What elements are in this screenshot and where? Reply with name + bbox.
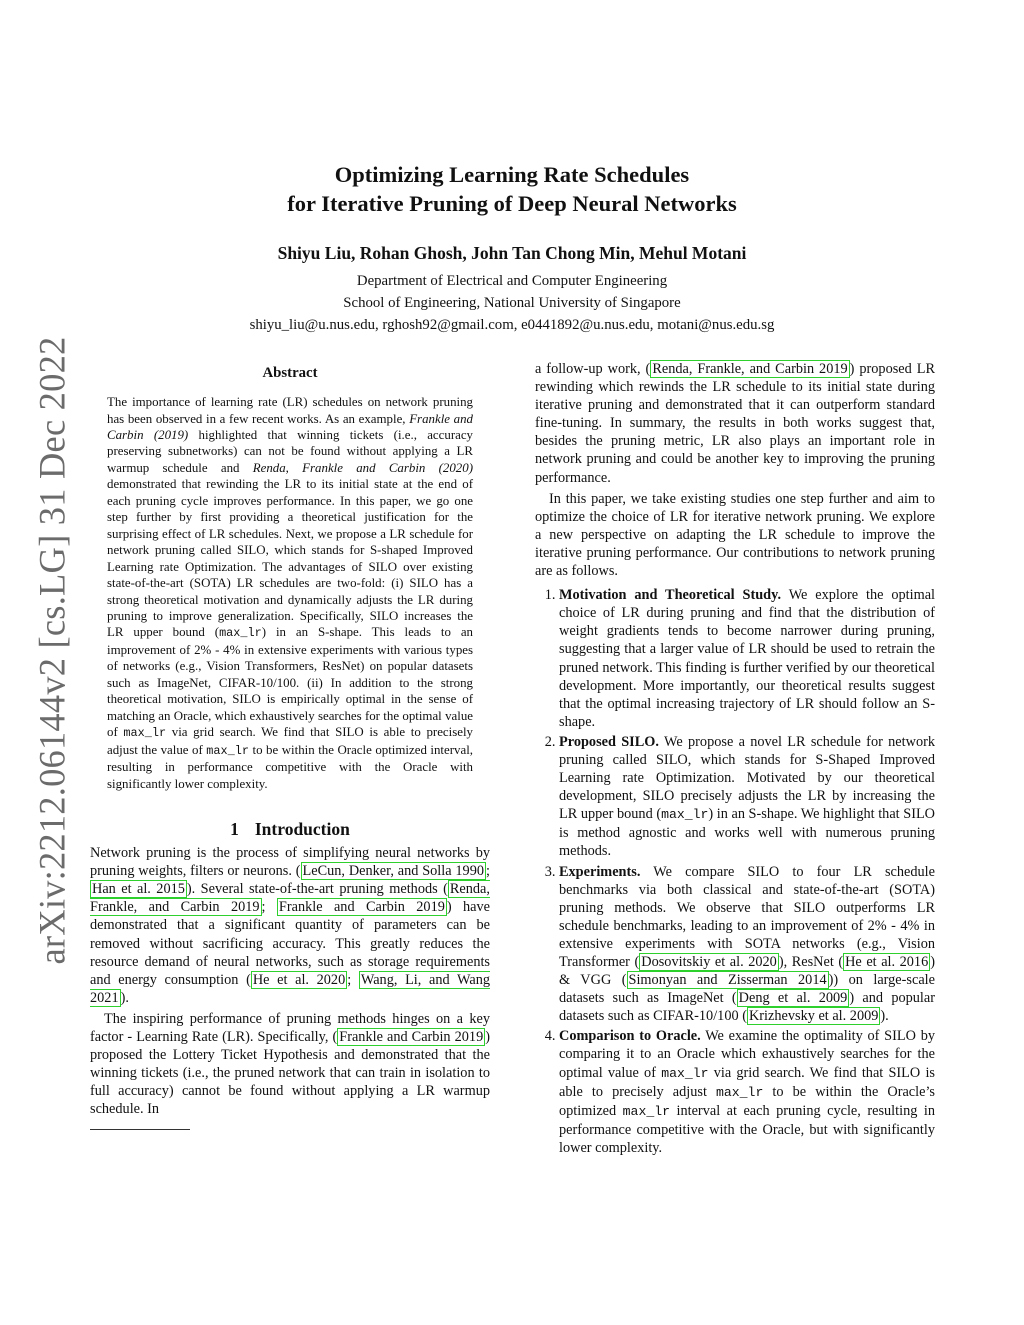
body-text: )) on large-scale datasets such as ImageNet ( [559, 972, 935, 1007]
abstract-heading: Abstract [262, 365, 318, 381]
footnote-rule [90, 1129, 190, 1130]
abstract-body [107, 394, 473, 792]
abstract-citation: Renda, Frankle and Carbin (2020) [252, 460, 473, 475]
body-text: ; [486, 863, 490, 880]
citation-link[interactable]: Deng et al. 2009 [738, 990, 848, 1007]
paper-title [0, 160, 1024, 218]
body-text: ) & VGG ( [559, 954, 935, 989]
body-text: ). [880, 1008, 889, 1025]
body-text: to be within the Oracle’s optimized [559, 1083, 935, 1119]
abstract-text: ) in an S-shape. This leads to an improvement of 2% - 4% in extensive experiments with various types of networks (e.g., Vision Transformers, ResNet) on popular datasets such as ImageNet, CIFAR-10/100. (ii) In addition to the strong theoretical motivation, SILO is empirically optimal in the sense of matching an Oracle, which exhaustively searches for the optimal value of [107, 625, 473, 740]
contributions-list [535, 586, 935, 1157]
body-text: ) and popular datasets such as CIFAR-10/100 ( [559, 990, 935, 1025]
abstract-citation: Frankle and Carbin (2019) [107, 411, 473, 442]
body-text: a follow-up work, ( [535, 361, 651, 377]
intro-paragraph-3 [535, 360, 935, 487]
citation-link[interactable]: Dosovitskiy et al. 2020 [641, 954, 777, 970]
code-max-lr: max_lr [219, 626, 262, 641]
citation-link[interactable]: Frankle and Carbin 2019 [278, 899, 445, 916]
body-text: ). [120, 989, 129, 1006]
body-text: ; [347, 971, 359, 988]
body-text: We explore the optimal choice of LR during pruning and find that the distribution of weight gradients tends to become narrower during pruning, suggesting that a larger value of LR should be used to retrain the pruned network. This finding is further verified by our theoretical development. More importantly, our theoretical results suggest that the optimal increasing trajectory of LR should follow an S-shape. [559, 587, 936, 730]
body-text: ) proposed LR rewinding which rewinds the LR schedule to its initial state during iterative pruning and demonstrated that it can outperform standard fine-tuning. In summary, the results in both works suggest that, besides the pruning metric, LR also plays an important role in network pruning and could be another key to improving the pruning performance. [535, 361, 936, 486]
code-max-lr: max_lr [661, 1065, 709, 1081]
citation-link[interactable]: Krizhevsky et al. 2009 [748, 1008, 879, 1025]
body-text: ) have demonstrated that a significant quantity of parameters can be removed without sacrificing accuracy. This greatly reduces the resource demand of neural networks, such as storage requirements and energy consumption ( [90, 899, 491, 988]
contribution-title: Motivation and Theoretical Study. [559, 587, 782, 604]
code-max-lr: max_lr [716, 1084, 764, 1100]
section-heading-introduction [90, 820, 490, 838]
abstract-text: to be within the Oracle optimized interval, resulting in performance competitive with the Oracle with significantly lower complexity. [107, 742, 473, 791]
affiliation-dept: Department of Electrical and Computer Engineering [356, 273, 668, 289]
author-emails: shiyu_liu@u.nus.edu, rghosh92@gmail.com, e0441892@u.nus.edu, motani@nus.edu.sg [249, 317, 775, 333]
body-text: ) in an S-shape. We highlight that SILO is method agnostic and works well with numerous pruning methods. [559, 806, 936, 860]
body-text: ), ResNet ( [778, 954, 844, 970]
author-list: Shiyu Liu, Rohan Ghosh, John Tan Chong Min, Mehul Motani [277, 243, 747, 263]
intro-paragraph-2 [90, 1010, 490, 1119]
right-column [535, 360, 935, 1159]
body-text: via grid search. We find that SILO is able to precisely adjust [559, 1064, 935, 1100]
citation-link[interactable]: LeCun, Denker, and Solla 1990 [302, 863, 485, 880]
body-text: ) proposed the Lottery Ticket Hypothesis and demonstrated that the winning tickets (i.e., the pruned network that can train in isolation to full accuracy) cannot be found without applying a LR warmup schedule. In [90, 1029, 490, 1118]
contribution-title: Experiments. [559, 863, 641, 880]
title-line-2: for Iterative Pruning of Deep Neural Networks [287, 191, 737, 216]
code-max-lr: max_lr [622, 1103, 670, 1119]
arxiv-side-identifier [30, 336, 74, 964]
citation-link[interactable]: Frankle and Carbin 2019 [339, 1029, 484, 1045]
contribution-title: Comparison to Oracle. [559, 1028, 701, 1045]
contribution-title: Proposed SILO. [559, 733, 659, 750]
intro-paragraph-4: In this paper, we take existing studies one step further and aim to optimize the choice of LR for iterative network pruning. We explore a new perspective on adapting the LR schedule to improve the iterative pruning performance. Our contributions to network pruning are as follows. [535, 490, 935, 580]
code-max-lr: max_lr [206, 743, 249, 758]
affiliation-school: School of Engineering, National University of Singapore [343, 295, 681, 311]
citation-link[interactable]: He et al. 2016 [845, 954, 929, 970]
abstract-text: highlighted that winning tickets (i.e., accuracy preserving subnetworks) can not be found without applying a LR warmup schedule and [107, 428, 473, 475]
title-line-1: Optimizing Learning Rate Schedules [334, 162, 690, 187]
body-text: We examine the optimality of SILO by comparing it to an Oracle which exhaustively searches for the optimal value of [559, 1028, 935, 1081]
contribution-item [559, 586, 935, 731]
section-title: Introduction [254, 818, 350, 839]
title-block [0, 160, 1024, 335]
body-text: The inspiring performance of pruning methods hinges on a key factor - Learning Rate (LR). Specifically, ( [90, 1010, 490, 1045]
citation-link[interactable]: Wang, Li, and Wang 2021 [90, 971, 490, 1006]
citation-link[interactable]: Renda, Frankle, and Carbin 2019 [90, 881, 490, 916]
section-number: 1 [230, 818, 239, 839]
abstract-text: The importance of learning rate (LR) schedules on network pruning has been observed in a few recent works. As an example, [107, 395, 473, 426]
abstract-text: demonstrated that rewinding the LR to its initial state at the end of each pruning cycle improves performance. In this paper, we go one step further by first providing a theoretical justification for the surprising effect of LR schedules. Next, we propose a LR schedule for network pruning called SILO, which stands for S-shaped Improved Learning rate Optimization. The advantages of SILO over existing state-of-the-art (SOTA) LR schedules are two-fold: (i) SILO has a strong theoretical motivation and dynamically adjusts the LR during pruning to improve generalization. Specifically, SILO increases the LR upper bound ( [107, 477, 473, 640]
citation-link[interactable]: Simonyan and Zisserman 2014 [628, 972, 827, 989]
intro-paragraph-1 [90, 844, 490, 1007]
contribution-item [559, 733, 935, 861]
body-text: Network pruning is the process of simplifying neural networks by pruning weights, filters or neurons. ( [90, 845, 490, 880]
body-text: We compare SILO to four LR schedule benchmarks via both classical and state-of-the-art (SOTA) pruning methods. We observe that SILO outperforms LR schedule benchmarks, leading to an improvement of 2% - 4% in extensive experiments with SOTA networks (e.g., Vision Transformer ( [559, 863, 935, 970]
code-max-lr: max_lr [123, 726, 167, 741]
body-text: ). Several state-of-the-art pruning methods ( [186, 881, 448, 898]
contribution-item [559, 863, 935, 1026]
arxiv-id-text: arXiv:2212.06144v2 [cs.LG] 31 Dec 2022 [31, 336, 73, 964]
body-text: ; [261, 899, 277, 916]
abstract-text: via grid search. We find that SILO is able to precisely adjust the value of [107, 725, 473, 757]
code-max-lr: max_lr [661, 807, 709, 823]
left-column [90, 360, 490, 1130]
citation-link[interactable]: Renda, Frankle, and Carbin 2019 [652, 361, 848, 377]
citation-link[interactable]: He et al. 2020 [252, 971, 346, 988]
body-text: interval at each pruning cycle, resulting in performance competitive with the Oracle, but with significantly lower complexity. [559, 1102, 935, 1156]
contribution-item [559, 1027, 935, 1157]
body-text: We propose a novel LR schedule for network pruning called SILO, which stands for S-Shaped Improved Learning rate Optimization. Motivated by our theoretical development, SILO precisely adjusts the LR by increasing the LR upper bound ( [559, 733, 935, 823]
citation-link[interactable]: Han et al. 2015 [92, 881, 185, 898]
